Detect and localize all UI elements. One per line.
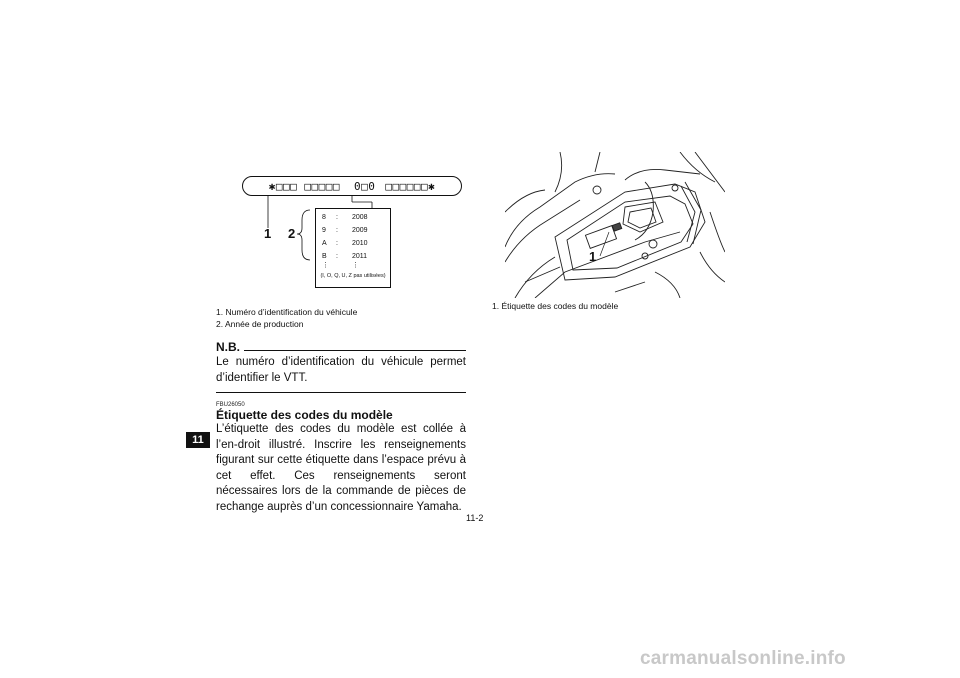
year-row: 9 : 2009 xyxy=(322,227,368,234)
chapter-tab: 11 xyxy=(186,432,210,448)
note-text: Le numéro d’identification du véhicule permet d’identifier le VTT. xyxy=(216,356,466,384)
note-title: N.B. xyxy=(216,340,240,354)
callout-2: 2 xyxy=(288,226,296,241)
year-ellipsis: ⋮ ⋮ xyxy=(322,262,359,269)
year-row: A : 2010 xyxy=(322,240,368,247)
year-note: (I, O, Q, U, Z pas utilisées) xyxy=(320,273,386,279)
section-text: L’étiquette des codes du modèle est collée à l’en-droit illustré. Inscrire les renseignements figurant sur cette étiquette dans l’espace prévu à cet effet. Ces renseignements seront nécessaires lors de la commande de pièces de rechange auprès d’un concessionnaire Yamaha. xyxy=(216,423,466,513)
photo-caption: 1. Étiquette des codes du modèle xyxy=(492,301,619,311)
vin-captions xyxy=(216,306,357,330)
note-top-rule xyxy=(244,350,466,351)
year-row: B : 2011 xyxy=(322,253,368,260)
atv-underseat-drawing xyxy=(505,152,725,298)
model-label-illustration xyxy=(505,152,725,298)
note-bottom-rule xyxy=(216,392,466,393)
vin-code-mid: 0□0 xyxy=(354,179,376,193)
production-year-table xyxy=(315,208,391,288)
photo-callout-1: 1 xyxy=(589,249,597,264)
model-label-section xyxy=(216,402,466,515)
callout-1: 1 xyxy=(264,226,272,241)
note-box xyxy=(216,340,466,393)
page-number: 11-2 xyxy=(466,513,484,523)
vin-code-left: ✱□□□ □□□□□ xyxy=(268,179,340,193)
vin-diagram xyxy=(222,166,472,296)
section-heading: Étiquette des codes du modèle xyxy=(216,408,393,422)
caption-item: 1. Numéro d’identification du véhicule xyxy=(216,307,358,317)
year-row: 8 : 2008 xyxy=(322,214,368,221)
caption-item: 2. Année de production xyxy=(216,319,304,329)
section-code: FBU26050 xyxy=(216,402,245,408)
watermark-text: carmanualsonline.info xyxy=(640,648,846,669)
vin-code-right: □□□□□□✱ xyxy=(385,179,436,193)
